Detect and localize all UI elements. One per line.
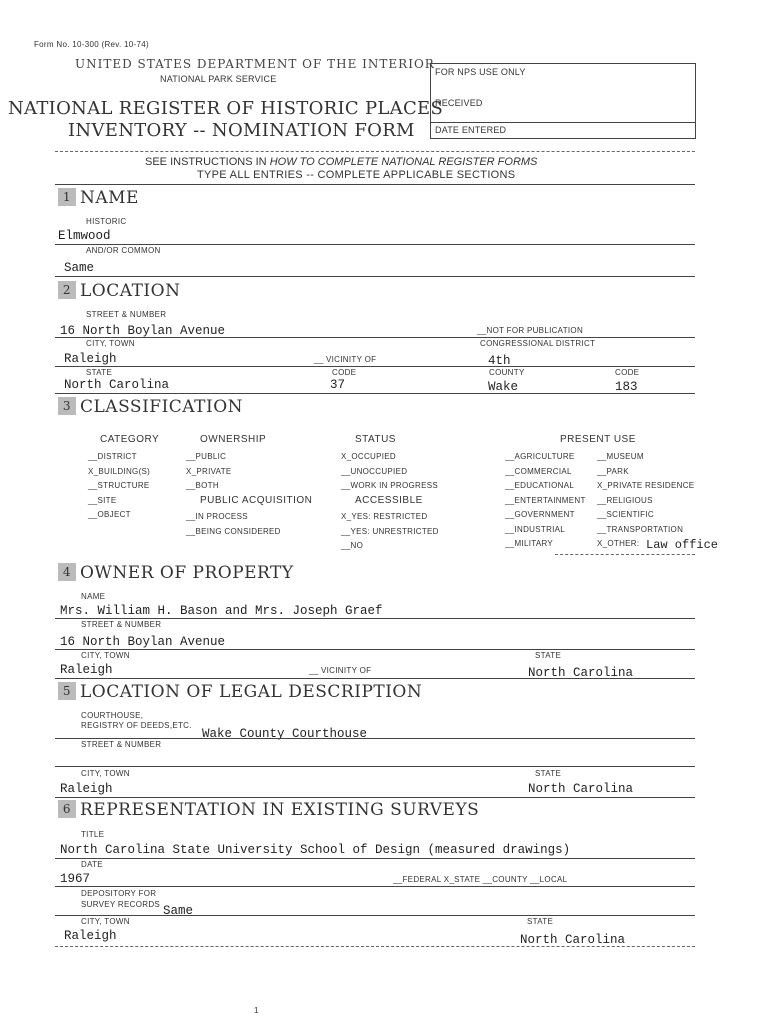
owner-city-value: Raleigh (60, 663, 113, 677)
congressional-district-value: 4th (488, 354, 511, 368)
survey-title-value: North Carolina State University School of Design (measured drawings) (60, 843, 571, 857)
instructions-prefix: SEE INSTRUCTIONS IN (145, 156, 270, 168)
acquisition-option: __BEING CONSIDERED (186, 526, 281, 536)
owner-name-label: NAME (81, 592, 106, 601)
street-value: 16 North Boylan Avenue (60, 324, 226, 338)
county-code-value: 183 (615, 380, 638, 394)
vicinity-option: __ VICINITY OF (314, 355, 377, 364)
section-title: LOCATION (80, 281, 181, 301)
present-use-list-a (505, 452, 586, 554)
status-option: __UNOCCUPIED (341, 466, 408, 476)
owner-name-value: Mrs. William H. Bason and Mrs. Joseph Graef (60, 604, 383, 618)
status-label: STATUS (355, 434, 396, 445)
survey-city-value: Raleigh (64, 929, 117, 943)
status-list (341, 452, 438, 496)
section-number: 1 (58, 188, 76, 206)
accessible-option: X_YES: RESTRICTED (341, 512, 428, 521)
section-classification-heading (58, 397, 243, 417)
service-name: NATIONAL PARK SERVICE (160, 74, 277, 84)
category-option: __STRUCTURE (88, 481, 150, 490)
survey-date-value: 1967 (60, 872, 91, 886)
county-label: COUNTY (489, 368, 525, 377)
category-option: __DISTRICT (88, 452, 137, 461)
section-owner-heading (58, 563, 294, 583)
present-use-option: __RELIGIOUS (597, 495, 653, 505)
section-number: 6 (58, 800, 76, 818)
state-code-value: 37 (330, 378, 346, 392)
date-entered-label: DATE ENTERED (435, 125, 507, 135)
owner-street-label: STREET & NUMBER (81, 620, 162, 629)
present-use-option: __MUSEUM (597, 452, 644, 461)
ownership-label: OWNERSHIP (200, 434, 267, 445)
other-use-value: Law office (646, 538, 719, 552)
common-name-label: AND/OR COMMON (86, 246, 161, 255)
nps-use-box (430, 63, 696, 139)
owner-street-value: 16 North Boylan Avenue (60, 635, 226, 649)
public-acquisition-label: PUBLIC ACQUISITION (200, 495, 313, 506)
survey-records-label: SURVEY RECORDS (81, 900, 161, 909)
legal-street-label: STREET & NUMBER (81, 740, 162, 749)
county-code-label: CODE (615, 368, 640, 377)
street-label: STREET & NUMBER (86, 310, 167, 319)
present-use-option: X_PRIVATE RESIDENCE (597, 481, 695, 490)
section-title: LOCATION OF LEGAL DESCRIPTION (80, 682, 423, 702)
owner-vicinity-option: __ VICINITY OF (309, 666, 372, 675)
present-use-option: __EDUCATIONAL (505, 481, 575, 490)
city-label: CITY, TOWN (86, 339, 135, 348)
ownership-option: X_PRIVATE (186, 466, 232, 476)
congressional-district-label: CONGRESSIONAL DISTRICT (480, 339, 596, 348)
present-use-option: X_OTHER: (597, 539, 640, 548)
status-option: __WORK IN PROGRESS (341, 481, 438, 490)
section-surveys-heading (58, 800, 479, 820)
section-title: CLASSIFICATION (80, 397, 244, 417)
form-number: Form No. 10-300 (Rev. 10-74) (34, 40, 149, 49)
present-use-option: __AGRICULTURE (505, 452, 575, 461)
survey-state-label: STATE (527, 917, 554, 926)
present-use-option: __SCIENTIFIC (597, 510, 654, 519)
registry-label: REGISTRY OF DEEDS,ETC. (81, 721, 192, 730)
accessible-option: __NO (341, 541, 364, 550)
common-name-value: Same (64, 261, 95, 275)
section-location-heading (58, 281, 180, 301)
accessible-option: __YES: UNRESTRICTED (341, 526, 439, 536)
section-number: 2 (58, 281, 76, 299)
category-option: __SITE (88, 495, 117, 505)
instructions-line2: TYPE ALL ENTRIES -- COMPLETE APPLICABLE SECTIONS (197, 169, 516, 181)
page-number: 1 (254, 1006, 259, 1015)
received-label: RECEIVED (435, 98, 483, 108)
section-legal-heading (58, 682, 422, 702)
category-option: X_BUILDING(S) (88, 466, 151, 476)
courthouse-label: COURTHOUSE, (81, 711, 144, 720)
legal-state-value: North Carolina (528, 782, 634, 796)
acquisition-list (186, 512, 281, 541)
section-title: NAME (80, 188, 139, 208)
present-use-option: __PARK (597, 466, 629, 476)
acquisition-option: __IN PROCESS (186, 512, 248, 521)
state-value: North Carolina (64, 378, 170, 392)
present-use-option: __GOVERNMENT (505, 510, 575, 519)
present-use-option: __COMMERCIAL (505, 466, 572, 476)
category-label: CATEGORY (100, 434, 160, 445)
accessible-list (341, 512, 439, 556)
ownership-option: __BOTH (186, 481, 219, 490)
present-use-option: __INDUSTRIAL (505, 524, 566, 534)
nps-use-only-label: FOR NPS USE ONLY (435, 67, 526, 77)
ownership-option: __PUBLIC (186, 452, 227, 461)
not-for-publication-option: __NOT FOR PUBLICATION (477, 326, 584, 335)
legal-city-label: CITY, TOWN (81, 769, 130, 778)
legal-state-label: STATE (535, 769, 562, 778)
accessible-label: ACCESSIBLE (355, 495, 423, 506)
depository-label: DEPOSITORY FOR (81, 889, 157, 898)
courthouse-value: Wake County Courthouse (202, 727, 368, 741)
legal-city-value: Raleigh (60, 782, 113, 796)
category-list (88, 452, 150, 525)
present-use-label: PRESENT USE (560, 434, 636, 445)
present-use-option: __TRANSPORTATION (597, 524, 684, 534)
form-title-line1: NATIONAL REGISTER OF HISTORIC PLACES (8, 98, 444, 119)
section-title: REPRESENTATION IN EXISTING SURVEYS (80, 800, 480, 820)
survey-state-value: North Carolina (520, 933, 626, 947)
owner-state-label: STATE (535, 651, 562, 660)
owner-city-label: CITY, TOWN (81, 651, 130, 660)
county-value: Wake (488, 380, 519, 394)
section-title: OWNER OF PROPERTY (80, 563, 294, 583)
state-label: STATE (86, 368, 113, 377)
state-code-label: CODE (332, 368, 357, 377)
instructions-line1 (145, 156, 537, 168)
ownership-list (186, 452, 232, 496)
section-number: 3 (58, 397, 76, 415)
city-value: Raleigh (64, 352, 117, 366)
section-name-heading (58, 188, 139, 208)
survey-date-label: DATE (81, 860, 103, 869)
present-use-option: __ENTERTAINMENT (505, 495, 586, 505)
historic-name-value: Elmwood (58, 229, 111, 243)
department-name: UNITED STATES DEPARTMENT OF THE INTERIOR (75, 57, 435, 71)
instructions-italic: HOW TO COMPLETE NATIONAL REGISTER FORMS (269, 156, 538, 168)
section-number: 4 (58, 563, 76, 581)
survey-title-label: TITLE (81, 830, 105, 839)
status-option: X_OCCUPIED (341, 452, 397, 461)
present-use-option: __MILITARY (505, 539, 554, 548)
form-title-line2: INVENTORY -- NOMINATION FORM (68, 120, 415, 141)
category-option: __OBJECT (88, 510, 131, 519)
depository-value: Same (163, 904, 194, 918)
survey-level-options: __FEDERAL X_STATE __COUNTY __LOCAL (393, 875, 568, 884)
owner-state-value: North Carolina (528, 666, 634, 680)
survey-city-label: CITY, TOWN (81, 917, 130, 926)
historic-label: HISTORIC (86, 217, 127, 226)
section-number: 5 (58, 682, 76, 700)
